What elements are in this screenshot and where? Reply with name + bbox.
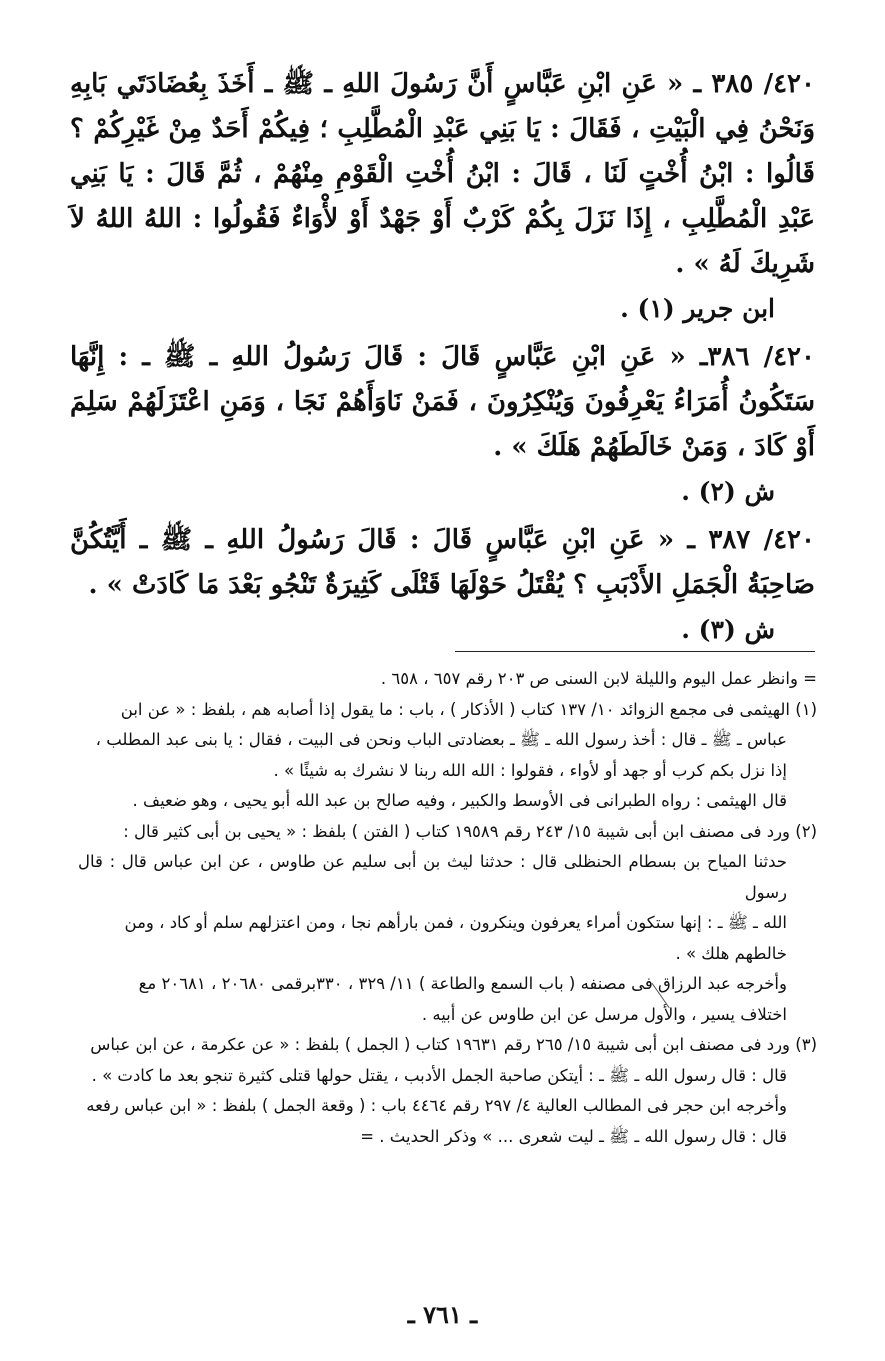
- footnote-line: قال الهيثمى : رواه الطبرانى فى الأوسط والكبير ، وفيه صالح بن عبد الله أبو يحيى ، وهو ضعيف .: [132, 791, 787, 810]
- footnote-line: = وانظر عمل اليوم والليلة لابن السنى ص ٢٠٣ رقم ٦٥٧ ، ٦٥٨ .: [380, 669, 817, 688]
- footnote-line: خالطهم هلك » .: [675, 943, 787, 963]
- footnote-2: [78, 817, 817, 1031]
- footnote-3: [78, 1030, 817, 1152]
- footnote-line: اختلاف يسير ، والأول مرسل عن ابن طاوس عن أبيه .: [421, 1004, 787, 1024]
- footnote-line: الله ـ ﷺ ـ : إنها ستكون أمراء يعرفون وينكرون ، فمن بارأهم نجا ، ومن اعتزلهم سلم أو كاد ، ومن: [124, 913, 787, 932]
- hadith-387: ٤٢٠/ ٣٨٧ ـ « عَنِ ابْنِ عَبَّاسٍ قَالَ : قَالَ رَسُولُ اللهِ ـ ﷺ ـ أَيَّتُكُنَّ صَاحِبَةُ الْجَمَلِ الأَدْبَبِ ؟ يُقْتَلُ حَوْلَهَا قَتْلَى كَثِيرَةٌ تَنْجُو بَعْدَ مَا كَادَتْ » .: [70, 525, 815, 600]
- footnote-1: [78, 695, 817, 817]
- footnote-line: إذا نزل بكم كرب أو جهد أو لأواء ، فقولوا : الله الله ربنا لا نشرك به شيئًا » .: [273, 760, 787, 780]
- footnote-line: (١) الهيثمى فى مجمع الزوائد ١٠/ ١٣٧ كتاب ( الأذكار ) ، باب : ما يقول إذا أصابه هم ، بلفظ : « عن ابن: [120, 699, 817, 719]
- hadith-385: ٤٢٠/ ٣٨٥ ـ « عَنِ ابْنِ عَبَّاسٍ أَنَّ رَسُولَ اللهِ ـ ﷺ ـ أَخَذَ بِعُضَادَتَي بَابِهِ وَنَحْنُ فِي الْبَيْتِ ، فَقَالَ : يَا بَنِي عَبْدِ الْمُطَّلِبِ ؛ فِيكُمْ أَحَدٌ مِنْ غَيْرِكُمْ ؟ قَالُوا : ابْنُ أُخْتٍ لَنَا ، قَالَ : ابْنُ أُخْتِ الْقَوْمِ مِنْهُمْ ، ثُمَّ قَالَ : يَا بَنِي عَبْدِ الْمُطَّلِبِ ، إِذَا نَزَلَ بِكُمْ كَرْبٌ أَوْ جَهْدٌ أَوْ لأْوَاءٌ فَقُولُوا : اللهُ اللهُ لاَ شَرِيكَ لَهُ » .: [70, 69, 815, 279]
- main-text: [70, 62, 815, 656]
- footnote-continuation: [78, 664, 817, 695]
- footnote-line: (٢) ورد فى مصنف ابن أبى شيبة ١٥/ ٢٤٣ رقم ١٩٥٨٩ كتاب ( الفتن ) بلفظ : « يحيى بن أبى كثير قال :: [123, 821, 817, 841]
- footnote-line: قال : قال رسول الله ـ ﷺ ـ : أيتكن صاحبة الجمل الأدبب ، يقتل حولها قتلى كثيرة تنجو بعد ما كادت » .: [91, 1065, 787, 1085]
- footnote-line: قال : قال رسول الله ـ ﷺ ـ ليت شعرى ... » وذكر الحديث . =: [360, 1126, 787, 1146]
- hadith-386: ٤٢٠/ ٣٨٦ـ « عَنِ ابْنِ عَبَّاسٍ قَالَ : قَالَ رَسُولُ اللهِ ـ ﷺ ـ : إِنَّهَا سَتَكُونُ أُمَرَاءُ يَعْرِفُونَ وَيُنْكِرُونَ ، فَمَنْ نَاوَأَهُمْ نَجَا ، وَمَنِ اعْتَزَلَهُمْ سَلِمَ أَوْ كَادَ ، وَمَنْ خَالَطَهُمْ هَلَكَ » .: [70, 342, 815, 462]
- footnotes: [78, 664, 817, 1152]
- footnote-line: وأخرجه عبد الرزاق فى مصنفه ( باب السمع والطاعة ) ١١/ ٣٢٩ ، ٣٣٠برقمى ٢٠٦٨٠ ، ٢٠٦٨١ مع: [138, 974, 787, 993]
- page-number: ـ ٧٦١ ـ: [407, 1300, 478, 1329]
- hadith-386-source: ش (٢) .: [681, 477, 775, 506]
- footnote-line: وأخرجه ابن حجر فى المطالب العالية ٤/ ٢٩٧ رقم ٤٤٦٤ باب : ( وقعة الجمل ) بلفظ : « ابن عباس رفعه: [86, 1096, 787, 1115]
- footnote-separator: [455, 651, 815, 652]
- footnote-line: عباس ـ ﷺ ـ قال : أخذ رسول الله ـ ﷺ ـ بعضادتى الباب ونحن فى البيت ، فقال : يا بنى عبد المطلب ،: [95, 730, 787, 749]
- footnote-line: حدثنا المياح بن بسطام الحنظلى قال : حدثنا ليث بن أبى سليم عن طاوس ، عن ابن عباس قال : قال رسول: [78, 852, 787, 902]
- hadith-387-source: ش (٣) .: [681, 615, 775, 644]
- hadith-385-source: ابن جرير (١) .: [620, 294, 775, 323]
- footnote-line: (٣) ورد فى مصنف ابن أبى شيبة ١٥/ ٢٦٥ رقم ١٩٦٣١ كتاب ( الجمل ) بلفظ : « عن عكرمة ، عن ابن عباس: [90, 1035, 817, 1054]
